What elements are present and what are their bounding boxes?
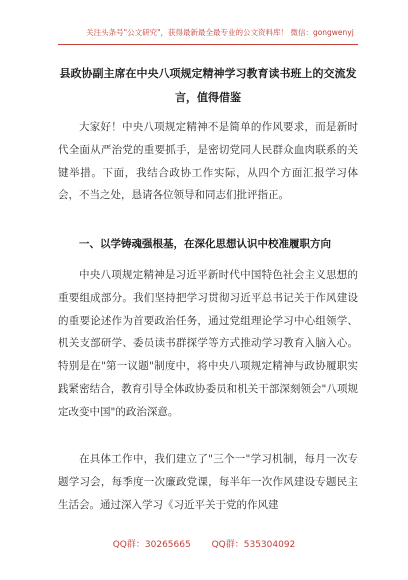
document-title: 县政协副主席在中央八项规定精神学习教育读书班上的交流发言，值得借鉴	[59, 67, 357, 104]
section-heading-1: 一、以学铸魂强根基，在深化思想认识中校准履职方向	[79, 238, 331, 250]
paragraph-intro: 大家好！中央八项规定精神不是简单的作风要求，而是新时代全面从严治党的重要抓手，是密切党同人民群众血肉联系的关键举措。下面，我结合政协工作实际，从四个方面汇报学习体会，不当之处，恳请各位领导和同志们批评指正。	[58, 121, 358, 202]
header-banner: 关注头条号"公文研究"，获得最新最全最专业的公文资料库！ 微信：gongwenyj	[86, 28, 354, 37]
footer-contact	[0, 539, 408, 551]
paragraph-section-1-continued: 在具体工作中，我们建立了"三个一"学习机制，每月一次专题学习会，每季度一次廉政党课，每半年一次作风建设专题民主生活会。通过深入学习《习近平关于党的作风建	[58, 453, 358, 511]
paragraph-section-1: 中央八项规定精神是习近平新时代中国特色社会主义思想的重要组成部分。我们坚持把学习贯彻习近平总书记关于作风建设的重要论述作为首要政治任务，通过党组理论学习中心组领学、机关支部研学、委员读书群探学等方式推动学习教育入脑入心。特别是在"第一议题"制度中，将中央八项规定精神与政协履职实践紧密结合，教育引导全体政协委员和机关干部深刻领会"八项规定改变中国"的政治深意。	[58, 269, 358, 418]
footer-qq-group-1: QQ群：30265665	[112, 540, 191, 550]
header-divider	[58, 44, 358, 45]
footer-qq-group-2: QQ群：535304092	[211, 540, 296, 550]
